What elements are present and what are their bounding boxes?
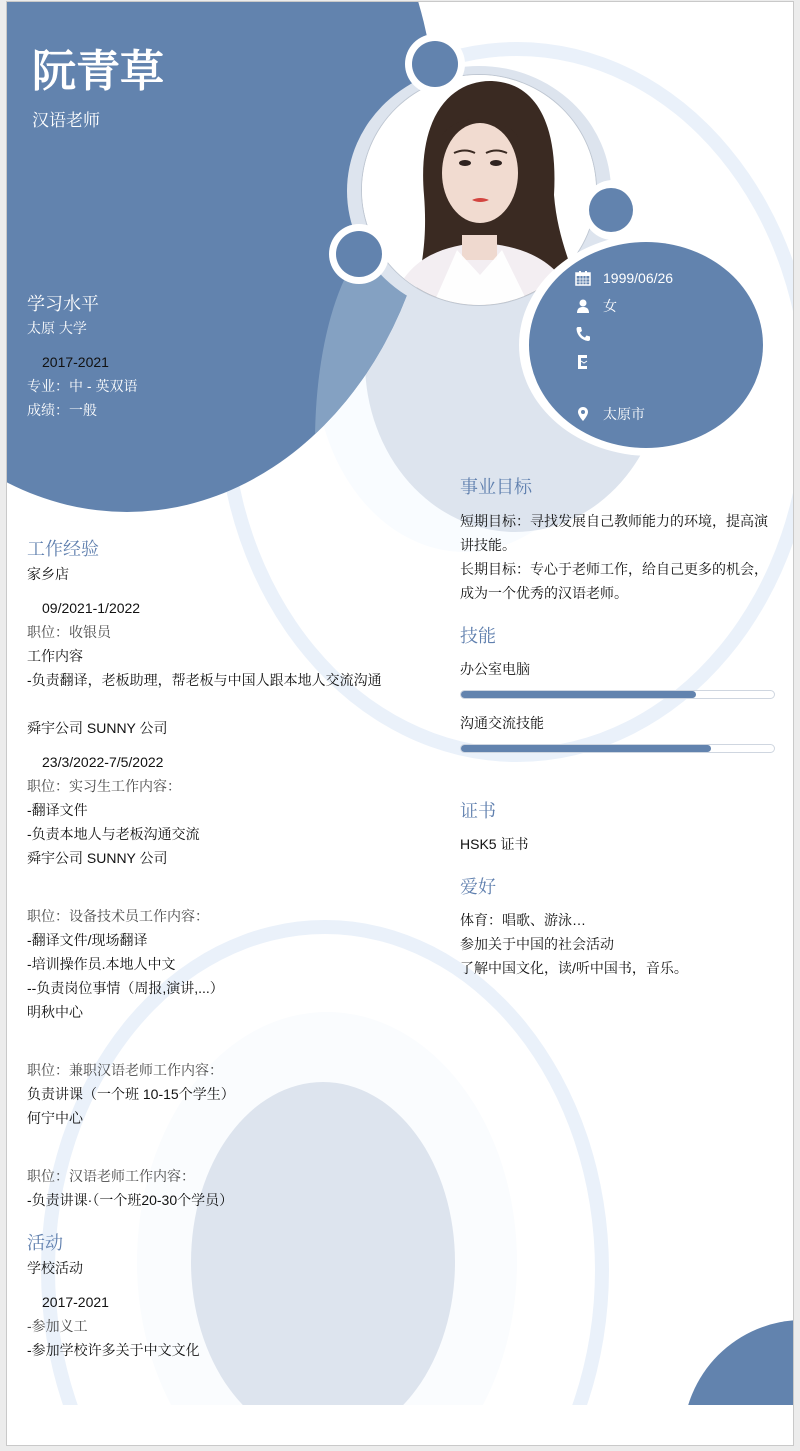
work-line: -负责翻译，老板助理，帮老板与中国人跟本地人交流沟通	[27, 672, 382, 688]
calendar-icon	[575, 270, 591, 286]
info-row-birthday	[575, 266, 673, 290]
work-line: -负责本地人与老板沟通交流	[27, 826, 200, 842]
skill-bar-fill	[461, 691, 696, 698]
location-value: 太原市	[603, 406, 645, 422]
skills-heading: 技能	[460, 626, 496, 646]
goal-line: 短期目标：寻找发展自己教师能力的环境，提高演	[460, 513, 768, 529]
work-position: 职位：汉语老师工作内容：	[27, 1168, 195, 1184]
info-row-location	[575, 402, 645, 426]
location-icon	[575, 406, 591, 422]
goal-line: 成为一个优秀的汉语老师。	[460, 585, 628, 601]
candidate-name: 阮青草	[32, 47, 164, 96]
activity-date: 2017-2021	[42, 1294, 109, 1310]
info-row-phone	[575, 322, 603, 346]
education-heading: 学习水平	[27, 294, 99, 314]
hobby-item: 体育：唱歌、游泳…	[460, 912, 586, 928]
work-line: -翻译文件/现场翻译	[27, 932, 148, 948]
email-icon	[575, 354, 591, 370]
work-line: -培训操作员.本地人中文	[27, 956, 176, 972]
skill-bar	[460, 744, 775, 753]
bubble-left-inner	[336, 231, 382, 277]
resume-page	[6, 1, 794, 1446]
work-line: -翻译文件	[27, 802, 88, 818]
education-school: 太原 大学	[27, 320, 87, 336]
birthday-value: 1999/06/26	[603, 270, 674, 286]
work-line: 工作内容	[27, 648, 83, 664]
work-position: 职位：兼职汉语老师工作内容：	[27, 1062, 223, 1078]
hobby-item: 了解中国文化，读/听中国书，音乐。	[460, 960, 688, 976]
skill-bar	[460, 690, 775, 699]
work-line: 负责讲课（一个班 10-15个学生）	[27, 1086, 235, 1102]
bubble-right	[589, 188, 633, 232]
decor-corner-circle	[683, 1320, 794, 1405]
hobbies-heading: 爱好	[460, 877, 496, 897]
work-position: 职位：收银员	[27, 624, 111, 640]
work-line: 明秋中心	[27, 1004, 83, 1020]
work-position: 职位：设备技术员工作内容：	[27, 908, 209, 924]
work-line: -负责讲课·（一个班20-30个学员）	[27, 1192, 234, 1208]
education-major: 专业：中 - 英双语	[27, 378, 138, 394]
work-date: 23/3/2022-7/5/2022	[42, 754, 164, 770]
info-row-gender	[575, 294, 617, 318]
goal-line: 长期目标：专心于老师工作，给自己更多的机会，	[460, 561, 768, 577]
goal-line: 讲技能。	[460, 537, 516, 553]
education-grade: 成绩：一般	[27, 402, 97, 418]
activity-line: -参加义工	[27, 1318, 88, 1334]
goals-heading: 事业目标	[460, 477, 532, 497]
candidate-title: 汉语老师	[32, 111, 100, 130]
work-line: --负责岗位事情（周报,演讲,...）	[27, 980, 224, 996]
skill-label: 办公室电脑	[460, 661, 530, 677]
bubble-top-inner	[412, 41, 458, 87]
education-period: 2017-2021	[42, 354, 109, 370]
skill-label: 沟通交流技能	[460, 715, 544, 731]
work-line: 舜宇公司 SUNNY 公司	[27, 850, 168, 866]
user-icon	[575, 298, 591, 314]
work-date: 09/2021-1/2022	[42, 600, 141, 616]
work-heading: 工作经验	[27, 539, 99, 559]
info-list	[575, 266, 755, 436]
phone-icon	[575, 326, 591, 342]
activity-line: 学校活动	[27, 1260, 83, 1276]
certificates-heading: 证书	[460, 801, 496, 821]
info-row-email	[575, 350, 603, 374]
skill-bar-fill	[461, 745, 711, 752]
work-line: 舜宇公司 SUNNY 公司	[27, 720, 168, 736]
activities-heading: 活动	[27, 1233, 63, 1253]
certificate-item: HSK5 证书	[460, 836, 529, 852]
work-position: 职位：实习生工作内容：	[27, 778, 181, 794]
gender-value: 女	[603, 298, 617, 314]
hobby-item: 参加关于中国的社会活动	[460, 936, 614, 952]
work-line: 何宁中心	[27, 1110, 83, 1126]
work-line: 家乡店	[27, 566, 69, 582]
activity-line: -参加学校许多关于中文文化	[27, 1342, 200, 1358]
